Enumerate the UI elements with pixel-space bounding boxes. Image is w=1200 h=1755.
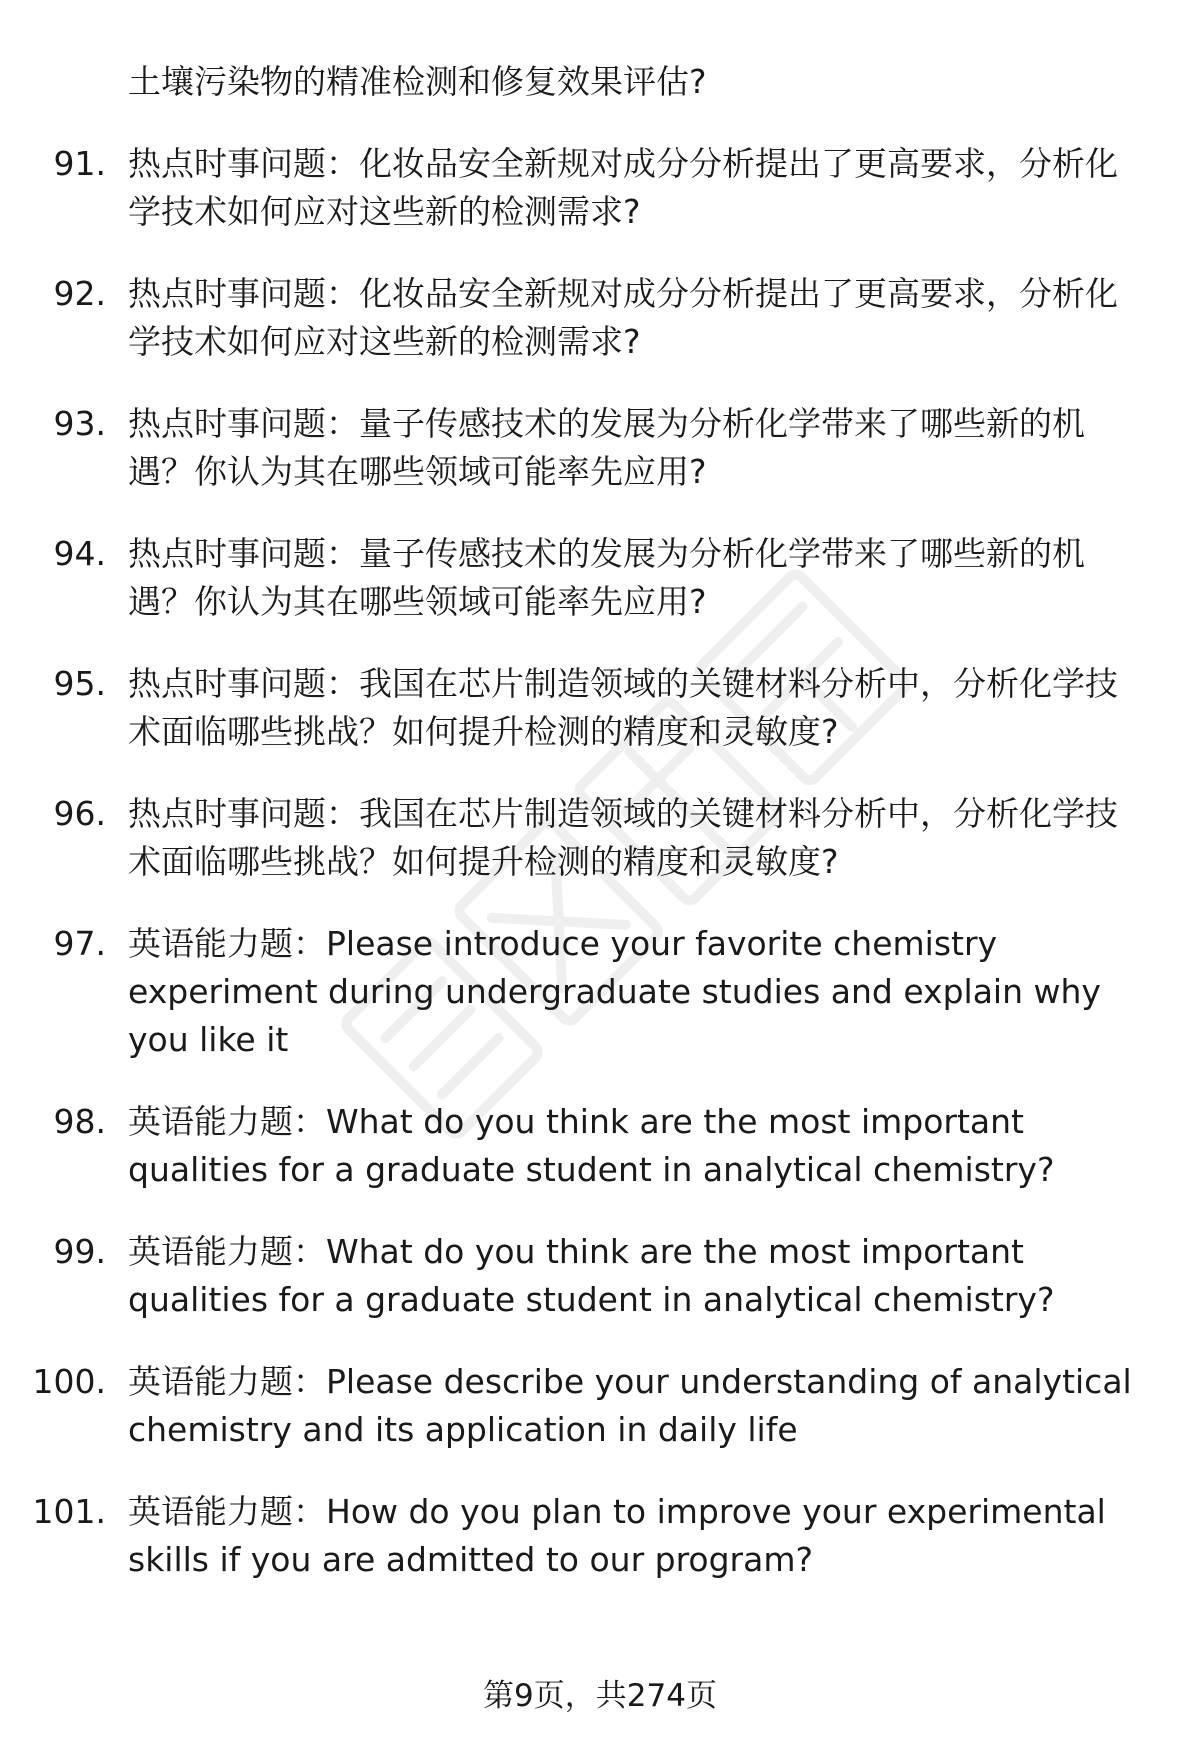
item-number: 95. [53,664,106,703]
list-item [0,530,1138,626]
list-item [0,790,1138,886]
item-text: 热点时事问题：量子传感技术的发展为分析化学带来了哪些新的机遇？你认为其在哪些领域可能率先应用? [128,534,1085,621]
list-item [0,1098,1138,1194]
item-number: 94. [53,534,106,573]
list-item [0,1358,1138,1454]
list-item [0,920,1138,1064]
item-text: 热点时事问题：我国在芯片制造领域的关键材料分析中，分析化学技术面临哪些挑战？如何提升检测的精度和灵敏度? [128,794,1118,881]
item-number: 99. [53,1232,106,1271]
item-number: 93. [53,404,106,443]
item-number: 101. [32,1492,106,1531]
item-number: 100. [32,1362,106,1401]
item-text: 热点时事问题：我国在芯片制造领域的关键材料分析中，分析化学技术面临哪些挑战？如何提升检测的精度和灵敏度? [128,664,1118,751]
list-item [0,140,1138,236]
item-number: 98. [53,1102,106,1141]
continuation-text: 土壤污染物的精准检测和修复效果评估? [128,62,707,101]
item-text: 热点时事问题：量子传感技术的发展为分析化学带来了哪些新的机遇？你认为其在哪些领域可能率先应用? [128,404,1085,491]
list-item [0,660,1138,756]
list-item [0,270,1138,366]
item-text: 英语能力题：What do you think are the most important qualities for a graduate student in analytical chemistry? [128,1102,1055,1189]
item-text: 英语能力题：Please describe your understanding of analytical chemistry and its application in daily life [128,1362,1132,1449]
list-item [0,1488,1138,1584]
item-text: 英语能力题：Please introduce your favorite chemistry experiment during undergraduate studies and explain why you like it [128,924,1101,1059]
item-text: 英语能力题：How do you plan to improve your experimental skills if you are admitted to our program? [128,1492,1106,1579]
page-number-footer: 第9页，共274页 [483,1678,717,1714]
list-item [0,1228,1138,1324]
question-list [0,58,1200,1584]
item-number: 97. [53,924,106,963]
item-text: 英语能力题：What do you think are the most important qualities for a graduate student in analytical chemistry? [128,1232,1055,1319]
item-text: 热点时事问题：化妆品安全新规对成分分析提出了更高要求，分析化学技术如何应对这些新的检测需求? [128,144,1118,231]
item-number: 96. [53,794,106,833]
item-text: 热点时事问题：化妆品安全新规对成分分析提出了更高要求，分析化学技术如何应对这些新的检测需求? [128,274,1118,361]
item-number: 92. [53,274,106,313]
item-number: 91. [53,144,106,183]
list-item [0,400,1138,496]
